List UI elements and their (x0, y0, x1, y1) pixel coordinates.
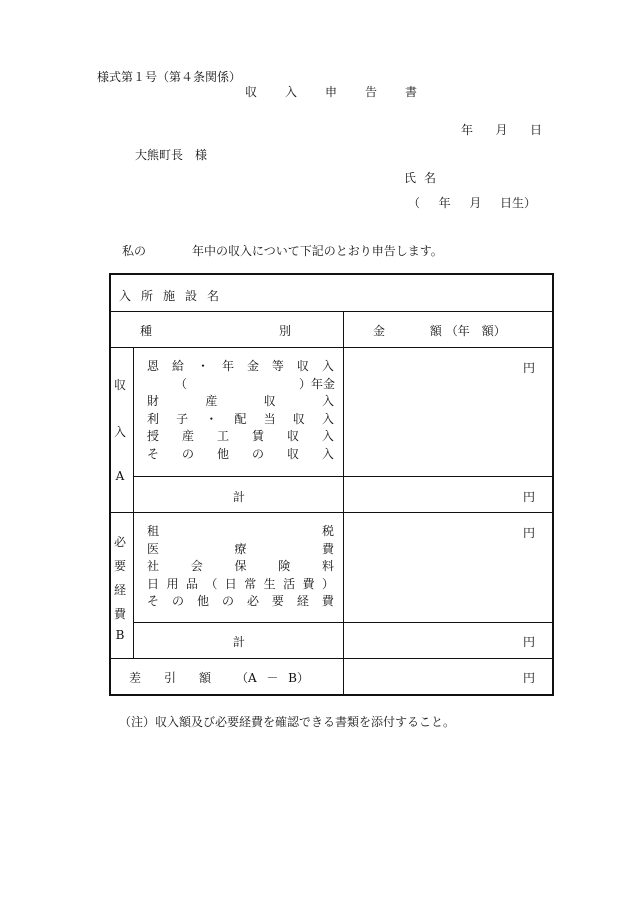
item-char: 収 (292, 411, 305, 426)
expense-item-tax (147, 523, 334, 541)
item-char: 入 (321, 446, 334, 461)
expense-subtotal-yen: 円 (522, 635, 535, 649)
item-char: 医 (147, 541, 160, 556)
item-char: の (221, 594, 234, 608)
income-side-char: 収 (113, 378, 126, 392)
item-char: 料 (321, 559, 334, 573)
header-char: 別 (278, 324, 291, 338)
pension-open-paren: （ (175, 376, 188, 391)
item-char: そ (147, 594, 160, 608)
statement-text: 年中の収入について下記のとおり申告します。 (192, 244, 443, 258)
item-char: そ (147, 446, 160, 461)
expense-side-char: 費 (113, 607, 126, 621)
row-divider (111, 512, 552, 513)
expense-side-char: 経 (113, 583, 126, 597)
income-subtotal-label: 計 (233, 490, 246, 504)
facility-name-label (119, 287, 219, 304)
difference-char: 額 (198, 671, 211, 685)
item-char: 生 (263, 576, 276, 591)
item-char: 収 (286, 446, 299, 461)
item-char: 社 (147, 559, 160, 573)
item-char: 恩 (147, 359, 160, 373)
item-char: 険 (278, 559, 291, 573)
title-char: 書 (404, 85, 417, 99)
expense-item-social-insurance (147, 558, 334, 576)
item-char: 配 (234, 411, 247, 426)
difference-yen: 円 (522, 671, 535, 685)
item-char: 他 (196, 594, 209, 608)
item-char: 経 (296, 594, 309, 608)
difference-char: 差 (129, 671, 142, 685)
item-char: 子 (176, 411, 189, 426)
facility-char: 所 (140, 289, 153, 303)
birth-year-label: 年 (438, 196, 451, 210)
item-char: 日 (224, 576, 237, 591)
facility-char: 施 (162, 289, 175, 303)
item-char: 保 (234, 559, 247, 573)
name-char: 氏 (404, 171, 417, 185)
date-day-label: 日 (529, 123, 542, 137)
income-side-char: A (115, 469, 125, 483)
formula-part: B） (288, 671, 309, 685)
item-char: ・ (196, 359, 209, 373)
item-char: 税 (321, 524, 334, 538)
item-char: 必 (246, 594, 259, 608)
item-char: 授 (147, 429, 160, 443)
expense-amount-yen: 円 (522, 526, 535, 540)
date-month-label: 月 (495, 123, 508, 137)
item-char: 療 (234, 541, 247, 556)
formula-part: － (266, 671, 279, 685)
item-char: 用 (166, 576, 179, 591)
income-item-workshop-wages (147, 428, 334, 446)
birth-date-line (408, 194, 536, 211)
name-label (404, 169, 436, 186)
income-items-list (147, 358, 334, 463)
item-char: 日 (147, 576, 160, 591)
column-header-type (140, 322, 291, 339)
item-char: 要 (271, 594, 284, 608)
header-char: 種 (140, 324, 153, 338)
header-char: 額 (429, 324, 442, 338)
item-char: ） (321, 576, 334, 591)
item-char: 利 (147, 411, 160, 426)
income-declaration-table (109, 273, 554, 696)
income-amount-yen: 円 (522, 361, 535, 375)
item-char: 給 (171, 359, 184, 373)
column-header-amount (373, 322, 506, 339)
formula-part: （A (236, 671, 257, 685)
item-char: の (171, 594, 184, 608)
item-char: の (251, 446, 264, 461)
item-char: 賃 (251, 429, 264, 443)
difference-formula (236, 669, 309, 686)
title-char: 申 (324, 85, 337, 99)
difference-label (129, 669, 211, 686)
item-char: 入 (321, 394, 334, 408)
birth-day-label: 日生） (499, 196, 536, 210)
header-annual-suffix: （年 額） (445, 324, 506, 338)
income-subtotal-yen: 円 (522, 490, 535, 504)
facility-char: 入 (119, 289, 132, 303)
item-char: 費 (321, 541, 334, 556)
row-divider (111, 311, 552, 312)
name-char: 名 (423, 171, 436, 185)
item-char: 活 (283, 576, 296, 591)
submission-date (461, 121, 542, 138)
item-char: 常 (244, 576, 257, 591)
pension-close-label: ）年金 (298, 376, 335, 391)
expense-item-daily-goods (147, 576, 334, 594)
item-char: 金 (246, 359, 259, 373)
birth-month-label: 月 (469, 196, 482, 210)
addressee: 大熊町長 様 (135, 148, 208, 162)
item-char: 他 (216, 446, 229, 461)
difference-char: 引 (163, 671, 176, 685)
income-item-pension (147, 358, 334, 376)
facility-char: 名 (206, 289, 219, 303)
income-item-other-pension (147, 376, 334, 394)
item-char: 当 (263, 411, 276, 426)
expense-item-medical (147, 541, 334, 559)
row-divider (111, 347, 552, 348)
item-char: 等 (271, 359, 284, 373)
item-char: 収 (296, 359, 309, 373)
item-char: 収 (263, 394, 276, 408)
item-char: 年 (221, 359, 234, 373)
row-divider (111, 658, 552, 659)
item-char: 入 (321, 359, 334, 373)
item-char: 財 (147, 394, 160, 408)
item-char: ・ (205, 411, 218, 426)
item-char: 入 (321, 411, 334, 426)
item-char: 入 (321, 429, 334, 443)
title-char: 告 (364, 85, 377, 99)
item-char: 費 (302, 576, 315, 591)
income-item-other (147, 446, 334, 464)
item-char: の (181, 446, 194, 461)
expense-side-char: 必 (113, 535, 126, 549)
item-char: 工 (216, 429, 229, 443)
item-char: 収 (286, 429, 299, 443)
birth-open-paren: （ (408, 196, 421, 210)
item-char: 品 (185, 576, 198, 591)
expense-subtotal-label: 計 (233, 635, 246, 649)
title-char: 入 (284, 85, 297, 99)
form-number: 様式第１号（第４条関係） (97, 70, 242, 84)
income-item-property (147, 393, 334, 411)
item-char: 産 (181, 429, 194, 443)
expense-item-other-necessary (147, 593, 334, 611)
item-char: 租 (147, 524, 160, 538)
expense-side-char: 要 (113, 559, 126, 573)
column-divider (343, 311, 344, 696)
document-title (245, 83, 417, 100)
item-char: 産 (205, 394, 218, 408)
facility-char: 設 (184, 289, 197, 303)
item-char: （ (205, 576, 218, 591)
footnote: （注）収入額及び必要経費を確認できる書類を添付すること。 (119, 715, 456, 729)
expense-items-list (147, 523, 334, 611)
income-side-char: 入 (113, 425, 126, 439)
statement-prefix: 私の (122, 244, 147, 258)
column-divider (133, 347, 134, 658)
income-item-interest-dividend (147, 411, 334, 429)
header-char: 金 (373, 324, 386, 338)
title-char: 収 (245, 85, 258, 99)
item-char: 費 (321, 594, 334, 608)
item-char: 会 (190, 559, 203, 573)
date-year-label: 年 (461, 123, 474, 137)
expense-side-char: B (115, 628, 125, 642)
